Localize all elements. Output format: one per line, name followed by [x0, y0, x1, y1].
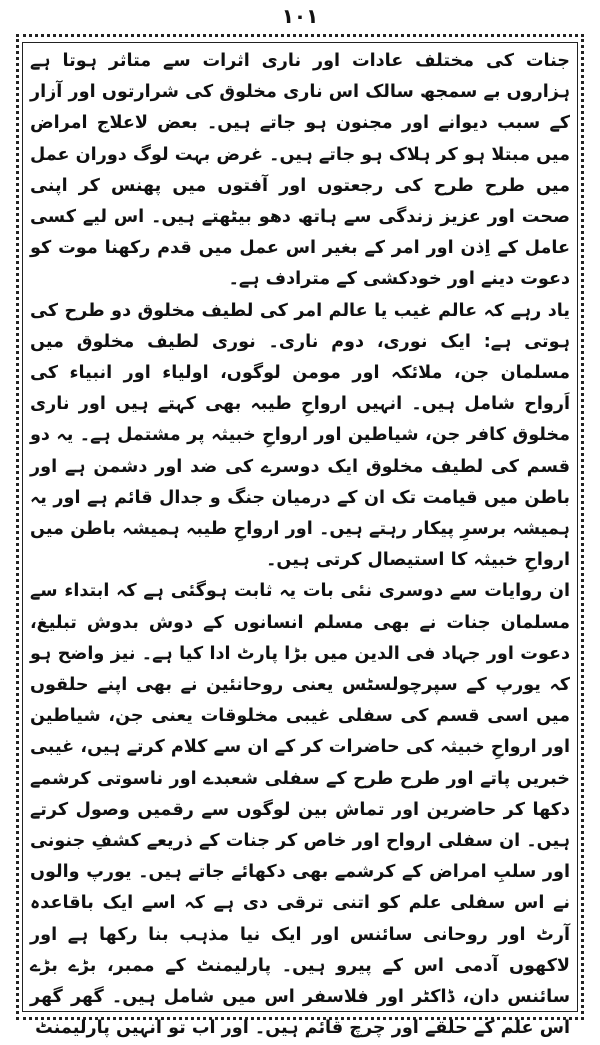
page-number: ١٠١	[281, 4, 319, 28]
body-text	[30, 46, 570, 1039]
paragraph-1: جنات کی مختلف عادات اور ناری اثرات سے متاثر ہوتا ہے ہزاروں بے سمجھ سالک اس ناری مخلوق کی شرارتوں اور آزار کے سبب دیوانے اور مجنون ہو جاتے ہیں۔ بعض لاعلاج امراض میں مبتلا ہو کر ہلاک ہو جاتے ہیں۔ غرض بہت لوگ دوران عمل میں طرح طرح کی رجعتوں اور آفتوں میں پھنس کر اپنی صحت اور عزیز زندگی سے ہاتھ دھو بیٹھتے ہیں۔ اس لیے کسی عامل کے اِذن اور امر کے بغیر اس عمل میں قدم رکھنا موت کو دعوت دینے اور خودکشی کے مترادف ہے۔	[30, 51, 570, 290]
paragraph-3: ان روایات سے دوسری نئی بات یہ ثابت ہوگئی ہے کہ ابتداء سے مسلمان جنات نے بھی مسلم انسانوں کے دوش بدوش تبلیغ، دعوت اور جہاد فی الدین میں بڑا پارٹ ادا کیا ہے۔ نیز واضح ہو کہ یورپ کے سپرچولسٹس یعنی روحانئین نے بھی اپنے حلقوں میں اسی قسم کی سفلی غیبی مخلوقات یعنی جن، شیاطین اور ارواحِ خبیثہ کی حاضرات کر کے ان سے کلام کرتے ہیں، غیبی خبریں پاتے اور طرح طرح کے سفلی شعبدے اور ناسوتی کرشمے دکھا کر حاضرین اور تماش بین لوگوں سے رقمیں وصول کرتے ہیں۔ ان سفلی ارواح اور خاص کر جنات کے ذریعے کشفِ جنونی اور سلبِ امراض کے کرشمے بھی دکھائے جاتے ہیں۔ یورپ والوں نے اس سفلی علم کو اتنی ترقی دی ہے کہ اسے ایک باقاعدہ آرٹ اور روحانی سائنس اور ایک نیا مذہب بنا رکھا ہے اور لاکھوں آدمی اس کے پیرو ہیں۔ پارلیمنٹ کے ممبر، بڑے بڑے سائنس دان، ڈاکٹر اور فلاسفر اس میں شامل ہیں۔ گھر گھر اس علم کے حلقے اور چرچ قائم ہیں۔ اور اب تو انہیں پارلیمنٹ	[30, 581, 570, 1039]
paragraph-2: یاد رہے کہ عالم غیب یا عالم امر کی لطیف مخلوق دو طرح کی ہوتی ہے: ایک نوری، دوم ناری۔ نوری لطیف مخلوق میں مسلمان جن، ملائکہ اور مومن لوگوں، اولیاء اور انبیاء کی اَرواح شامل ہیں۔ انہیں ارواحِ طیبہ بھی کہتے ہیں اور ناری مخلوق کافر جن، شیاطین اور ارواحِ خبیثہ پر مشتمل ہے۔ یہ دو قسم کی لطیف مخلوق ایک دوسرے کی ضد اور دشمن ہے اور باطن میں قیامت تک ان کے درمیان جنگ و جدال قائم ہے اور یہ ہمیشہ برسرِ پیکار رہتے ہیں۔ اور ارواحِ طیبہ ہمیشہ باطن میں ارواحِ خبیثہ کا استیصال کرتی ہیں۔	[30, 300, 570, 571]
